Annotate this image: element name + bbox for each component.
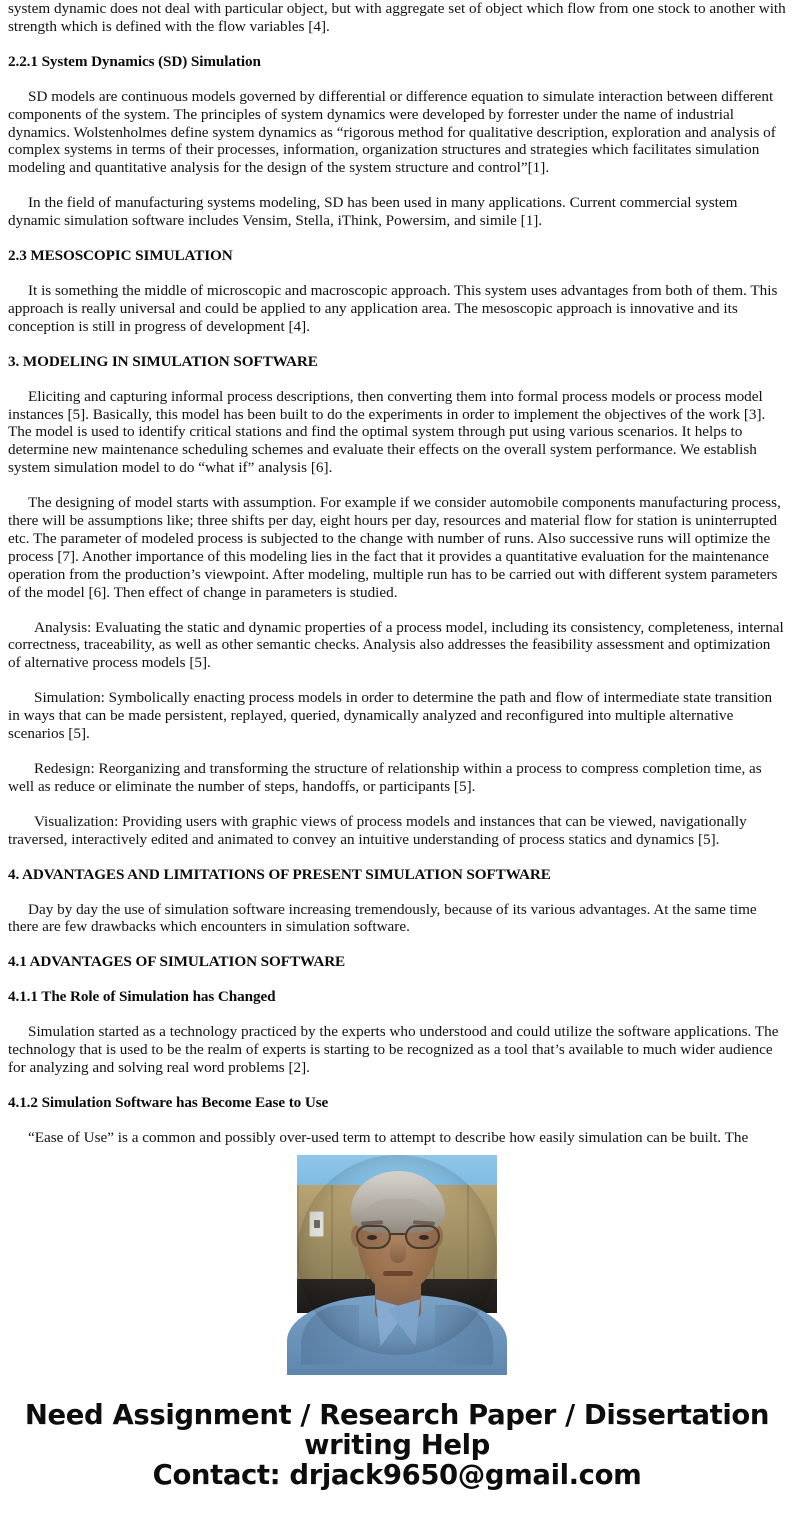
spacer	[8, 71, 786, 88]
photo-lens-right	[405, 1225, 440, 1249]
spacer	[8, 36, 786, 53]
heading-2-3-mesoscopic: 2.3 MESOSCOPIC SIMULATION	[8, 247, 233, 265]
avatar	[297, 1155, 497, 1355]
paragraph-visualization: Visualization: Providing users with graphic views of process models and instances that can be viewed, navigationally traversed, interactively edited and animated to convey an intuitive understanding of process statics and dynamics [5].	[8, 812, 747, 848]
paragraph-analysis: Analysis: Evaluating the static and dynamic properties of a process model, including its consistency, completeness, internal correctness, traceability, as well as other semantic checks. Analysis also addresses the feasibility assessment and optimization of alternative process models [5].	[8, 618, 784, 672]
paragraph-sd-models: SD models are continuous models governed by differential or difference equation to simulate interaction between different components of the system. The principles of system dynamics were developed by forrester under the name of industrial dynamics. Wolstenholmes define system dynamics as “rigorous method for qualitative description, exploration and analysis of complex systems in terms of their processes, information, organization structures and strategies which facilitates simulation modeling and quantitative analysis for the design of the system structure and control”[1].	[8, 87, 776, 177]
paragraph-manufacturing-systems: In the field of manufacturing systems modeling, SD has been used in many applications. Current commercial system dynamic simulation software includes Vensim, Stella, iThink, Powersim, and simile [1].	[8, 194, 738, 230]
promo-line-1: Need Assignment / Research Paper / Dissertation	[24, 1399, 770, 1431]
promo-banner	[0, 1400, 794, 1490]
paragraph-redesign: Redesign: Reorganizing and transforming the structure of relationship within a process to compress completion time, as well as reduce or eliminate the number of steps, handoffs, or participants [5].	[8, 760, 762, 795]
heading-2-2-1: 2.2.1 System Dynamics (SD) Simulation	[8, 52, 261, 70]
spacer	[8, 230, 786, 247]
paragraph-designing-model: The designing of model starts with assumption. For example if we consider automobile components manufacturing process, there will be assumptions like; three shifts per day, eight hours per day, resources and material flow for station is uninterrupted etc. The parameter of modeled process is subjected to the change with number of runs. Also successive runs will optimize the process [7]. Another importance of this modeling lies in the fact that it provides a quantitative evaluation for the maintenance operation from the production’s viewpoint. After modeling, multiple run has to be carried out with different system parameters of the model [6]. Then effect of change in parameters is studied.	[8, 494, 781, 601]
spacer	[8, 336, 786, 353]
spacer	[8, 849, 786, 866]
paragraph-continuation: system dynamic does not deal with particular object, but with aggregate set of object which flow from one stock to another with strength which is defined with the flow variables [4].	[8, 0, 786, 35]
spacer	[8, 602, 786, 619]
heading-4-advantages-limitations: 4. ADVANTAGES AND LIMITATIONS OF PRESENT SIMULATION SOFTWARE	[8, 865, 551, 883]
paragraph-eliciting: Eliciting and capturing informal process descriptions, then converting them into formal process models or process model instances [5]. Basically, this model has been built to do the experiments in order to implement the objectives of the work [3]. The model is used to identify critical stations and find the optimal system through put using various scenarios. It helps to determine new maintenance scheduling schemes and evaluate their effects on the overall system performance. We establish system simulation model to do “what if” analysis [6].	[8, 387, 766, 477]
spacer	[8, 1006, 786, 1023]
promo-contact-line[interactable]: Contact: drjack9650@gmail.com	[152, 1459, 642, 1491]
spacer	[8, 371, 786, 388]
spacer	[8, 177, 786, 194]
document-flow	[8, 0, 786, 1147]
spacer	[8, 971, 786, 988]
heading-3-modeling: 3. MODELING IN SIMULATION SOFTWARE	[8, 352, 318, 370]
paragraph-day-by-day: Day by day the use of simulation software increasing tremendously, because of its various advantages. At the same time there are few drawbacks which encounters in simulation software.	[8, 900, 757, 936]
spacer	[8, 672, 786, 689]
photo-lens-left	[356, 1225, 391, 1249]
spacer	[8, 1077, 786, 1094]
paragraph-simulation-started: Simulation started as a technology practiced by the experts who understood and could utilize the software applications. The technology that is used to be the realm of experts is starting to be recognized as a tool that’s available to much wider audience for analyzing and solving real word problems [2].	[8, 1023, 779, 1076]
spacer	[8, 936, 786, 953]
paragraph-simulation: Simulation: Symbolically enacting process models in order to determine the path and flow of intermediate state transition in ways that can be made persistent, replayed, queried, dynamically analyzed and reconfigured into multiple alternative scenarios [5].	[8, 689, 773, 743]
photo-mouth	[383, 1271, 413, 1276]
spacer	[8, 884, 786, 901]
promo-line-2: writing Help	[304, 1429, 490, 1461]
spacer	[8, 265, 786, 282]
paragraph-mesoscopic: It is something the middle of microscopic and macroscopic approach. This system uses advantages from both of them. This approach is really universal and could be applied to any application area. The mesoscopic approach is innovative and its conception is still in progress of development [4].	[8, 281, 778, 335]
heading-4-1-advantages: 4.1 ADVANTAGES OF SIMULATION SOFTWARE	[8, 953, 346, 971]
avatar-container	[297, 1155, 497, 1355]
spacer	[8, 477, 786, 494]
heading-4-1-1-role-changed: 4.1.1 The Role of Simulation has Changed	[8, 988, 276, 1006]
heading-4-1-2-ease-to-use: 4.1.2 Simulation Software has Become Ease to Use	[8, 1093, 329, 1111]
photo-nose	[390, 1241, 406, 1263]
photo-glasses-bridge	[391, 1233, 405, 1235]
spacer	[8, 1112, 786, 1129]
spacer	[8, 796, 786, 813]
photo-wall-switch	[309, 1211, 324, 1237]
spacer	[8, 743, 786, 760]
paragraph-ease-of-use-clipped: “Ease of Use” is a common and possibly over-used term to attempt to describe how easily simulation can be built. The	[28, 1128, 749, 1146]
